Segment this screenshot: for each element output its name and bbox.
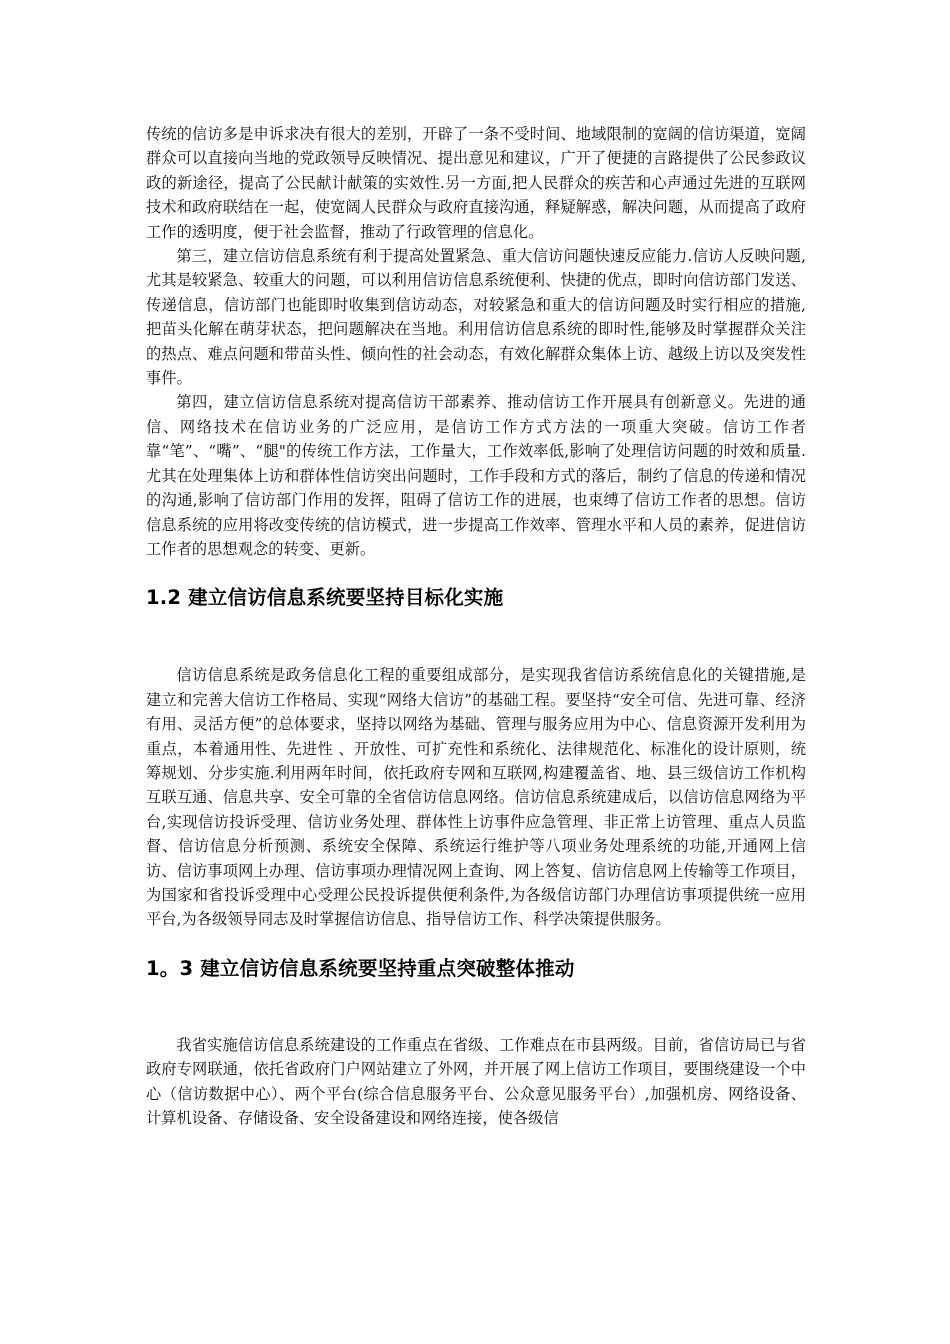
document-body: [146, 122, 806, 1130]
paragraph-fourth-point: 第四，建立信访信息系统对提高信访干部素养、推动信访工作开展具有创新意义。先进的通信、网络技术在信访业务的广泛应用，是信访工作方式方法的一项重大突破。信访工作者靠“笔”、“嘴”、“腿"的传统工作方法，工作量大，工作效率低,影响了处理信访问题的时效和质量.尤其在处理集体上访和群体性信访突出问题时，工作手段和方式的落后，制约了信息的传递和情况的沟通,影响了信访部门作用的发挥，阻碍了信访工作的进展，也束缚了信访工作者的思想。信访信息系统的应用将改变传统的信访模式，进一步提高工作效率、管理水平和人员的素养，促进信访工作者的思想观念的转变、更新。: [146, 393, 806, 558]
section-1-2-paragraph: 信访信息系统是政务信息化工程的重要组成部分，是实现我省信访系统信息化的关键措施,是建立和完善大信访工作格局、实现“网络大信访”的基础工程。要坚持“安全可信、先进可靠、经济有用、灵活方便”的总体要求，坚持以网络为基础、管理与服务应用为中心、信息资源开发利用为重点，本着通用性、先进性 、开放性、可扩充性和系统化、法律规范化、标准化的设计原则，统筹规划、分步实施.利用两年时间，依托政府专网和互联网,构建覆盖省、地、县三级信访工作机构互联互通、信息共享、安全可靠的全省信访信息网络。信访信息系统建成后，以信访信息网络为平台,实现信访投诉受理、信访业务处理、群体性上访事件应急管理、非正常上访管理、重点人员监督、信访信息分析预测、系统安全保障、系统运行维护等八项业务处理系统的功能,开通网上信访、信访事项网上办理、信访事项办理情况网上查询、网上答复、信访信息网上传输等工作项目，为国家和省投诉受理中心受理公民投诉提供便利条件,为各级信访部门办理信访事项提供统一应用平台,为各级领导同志及时掌握信访信息、指导信访工作、科学决策提供服务。: [146, 666, 806, 929]
section-heading-1-3: 1。3 建立信访信息系统要坚持重点突破整体推动: [146, 956, 575, 980]
paragraph-continuation: 传统的信访多是申诉求决有很大的差别，开辟了一条不受时间、地域限制的宽阔的信访渠道，宽阔群众可以直接向当地的党政领导反映情况、提出意见和建议，广开了便捷的言路提供了公民参政议政的新途径，提高了公民献计献策的实效性.另一方面,把人民群众的疾苦和心声通过先进的互联网技术和政府联结在一起，使宽阔人民群众与政府直接沟通，释疑解惑，解决问题，从而提高了政府工作的透明度，便于社会监督，推动了行政管理的信息化。: [146, 125, 806, 241]
paragraph-third-point: 第三，建立信访信息系统有利于提高处置紧急、重大信访问题快速反应能力.信访人反映问题,尤其是较紧急、较重大的问题，可以利用信访信息系统便利、快捷的优点，即时向信访部门发送、传递信息，信访部门也能即时收集到信访动态，对较紧急和重大的信访问题及时实行相应的措施,把苗头化解在萌芽状态，把问题解决在当地。利用信访信息系统的即时性,能够及时掌握群众关注的热点、难点问题和带苗头性、倾向性的社会动态，有效化解群众集体上访、越级上访以及突发性事件。: [146, 247, 806, 388]
section-1-3-paragraph: 我省实施信访信息系统建设的工作重点在省级、工作难点在市县两级。目前，省信访局已与省政府专网联通，依托省政府门户网站建立了外网，并开展了网上信访工作项目，要围绕建设一个中心（信访数据中心）、两个平台(综合信息服务平台、公众意见服务平台）,加强机房、网络设备、计算机设备、存储设备、安全设备建设和网络连接，使各级信: [146, 1035, 806, 1127]
section-heading-1-2: 1.2 建立信访信息系统要坚持目标化实施: [146, 586, 504, 610]
